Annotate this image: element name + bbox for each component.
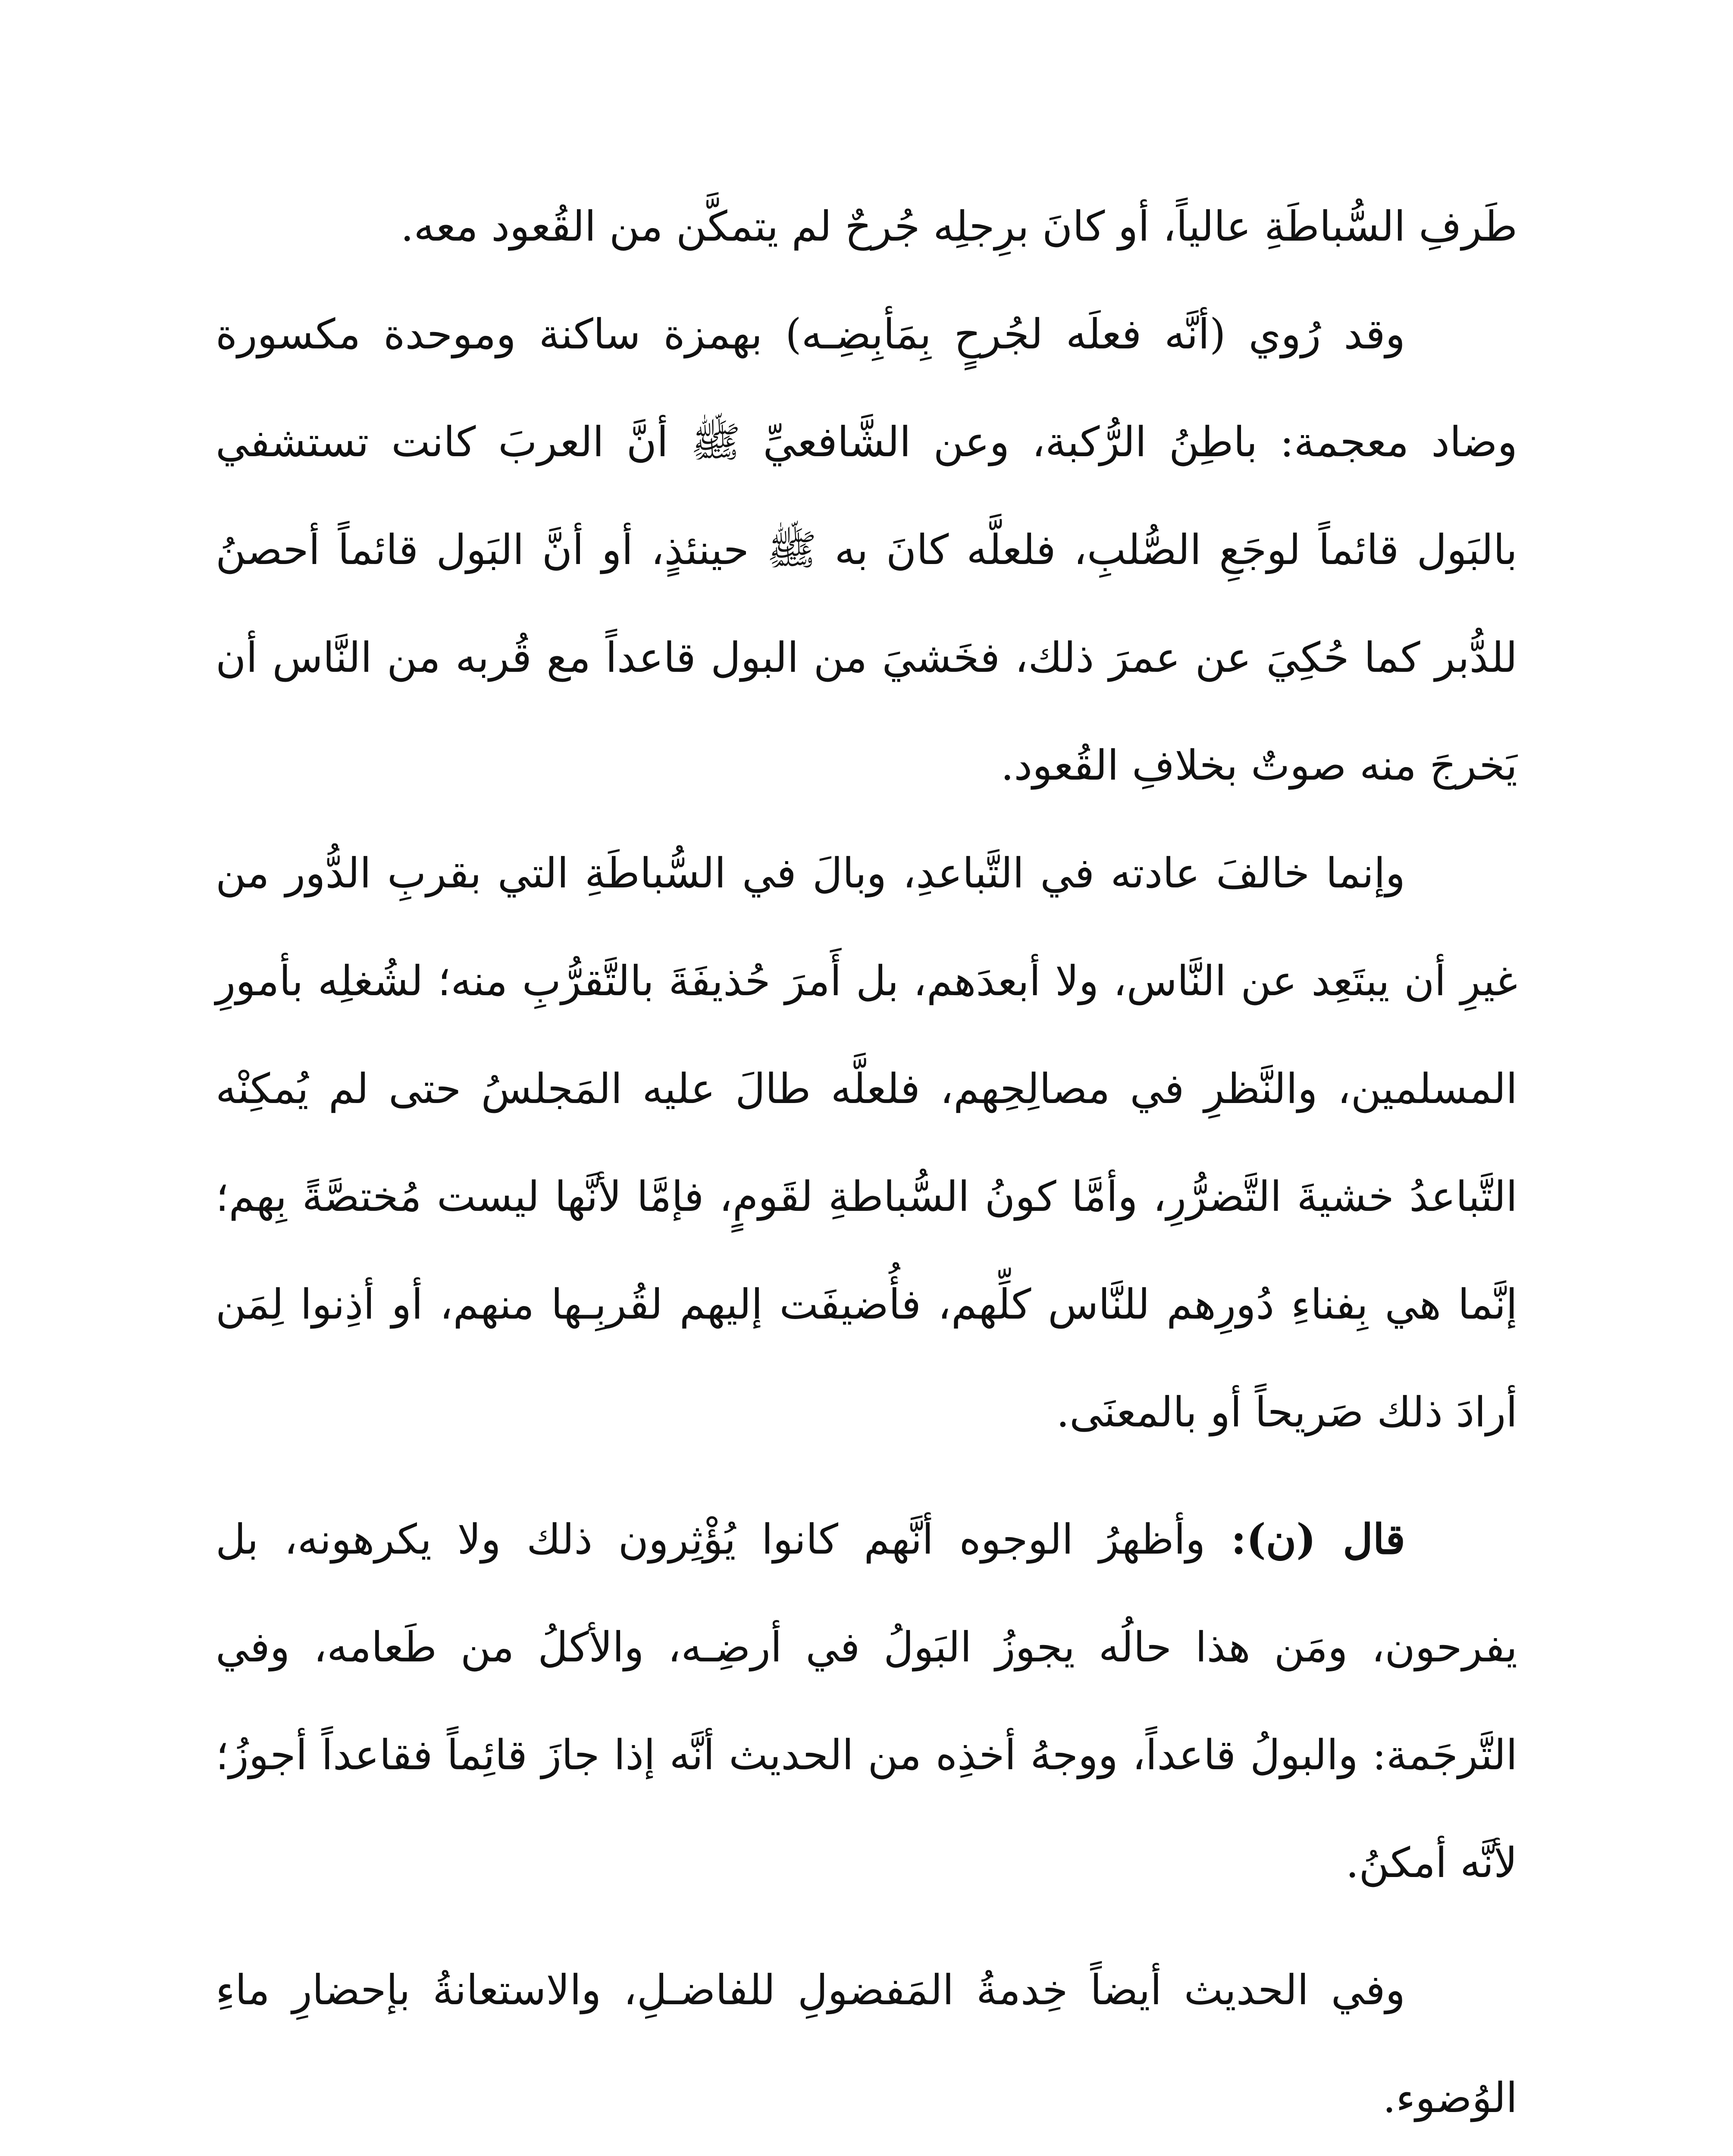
paragraph-5: وفي الحديث أيضاً خِدمةُ المَفضولِ للفاضـلِ، والاستعانةُ بإحضارِ ماءِ الوُضوء. [216,1966,1517,2122]
paragraph-4 [216,1485,1517,1917]
paragraph-4-body: وأظهرُ الوجوه أنَّهم كانوا يُؤْثِرون ذلك ولا يكرهونه، بل يفرحون، ومَن هذا حالُه يجوزُ البَولُ في أرضِـه، والأكلُ من طَعامه، وفي التَّرجَمة: والبولُ قاعداً، ووجهُ أخذِه من الحديث أنَّه إذا جازَ قائِماً فقاعداً أجوزُ؛ لأنَّه أمكنُ. [216,1515,1517,1887]
paragraph-3: وإنما خالفَ عادته في التَّباعدِ، وبالَ في السُّباطَةِ التي بقربِ الدُّور من غيرِ أن يبتَعِد عن النَّاس، ولا أبعدَهم، بل أَمرَ حُذيفَةَ بالتَّقرُّبِ منه؛ لشُغلِه بأمورِ المسلمين، والنَّظرِ في مصالِحِهم، فلعلَّه طالَ عليه المَجلسُ حتى لم يُمكِنْه التَّباعدُ خشيةَ التَّضرُّرِ، وأمَّا كونُ السُّباطةِ لقَومٍ، فإمَّا لأنَّها ليست مُختصَّةً بِهم؛ إنَّما هي بِفناءِ دُورِهم للنَّاس كلِّهم، فأُضيفَت إليهم لقُربِـها منهم، أو أذِنوا لِمَن أرادَ ذلك صَريحاً أو بالمعنَى. [216,849,1518,1436]
paragraph-1: طَرفِ السُّباطَةِ عالياً، أو كانَ برِجلِه جُرحٌ لم يتمكَّن من القُعود معه. [400,202,1517,251]
paragraph-2: وقد رُوي (أنَّه فعلَه لجُرحٍ بِمَأبِضِـه) بهمزة ساكنة وموحدة مكسورة وضاد معجمة: باطِنُ الرُّكبة، وعن الشَّافعيِّ ﷺ أنَّ العربَ كانت تستشفي بالبَول قائماً لوجَعِ الصُّلبِ، فلعلَّه كانَ به ﷺ حينئذٍ، أو أنَّ البَول قائماً أحصنُ للدُّبر كما حُكِيَ عن عمرَ ذلك، فخَشيَ من البول قاعداً مع قُربه من النَّاس أن يَخرجَ منه صوتٌ بخلافِ القُعود. [216,310,1518,790]
text-block [216,172,1517,2152]
paragraph-4-lead: قال (ن): [1231,1515,1405,1564]
